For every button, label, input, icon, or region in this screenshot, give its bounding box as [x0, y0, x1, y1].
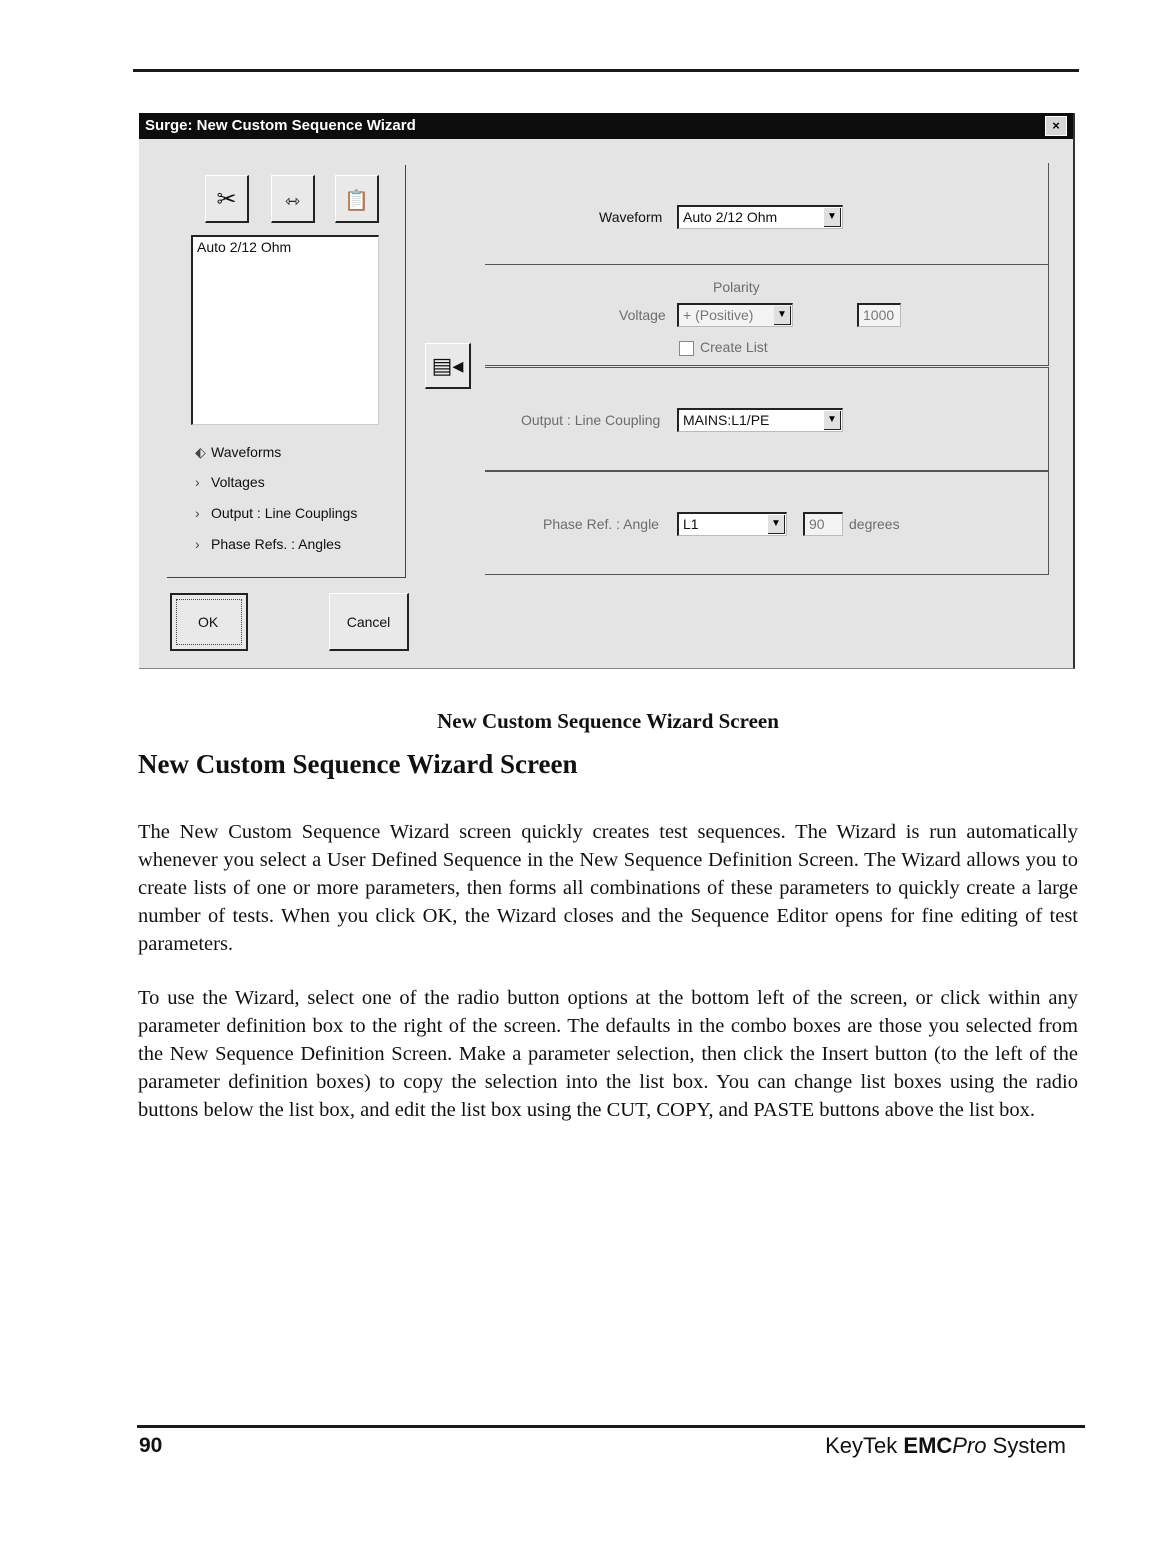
footer-product-bold: EMC	[903, 1433, 953, 1458]
waveform-value: Auto 2/12 Ohm	[683, 209, 778, 225]
radio-waveforms[interactable]	[195, 444, 281, 461]
checkbox-box	[679, 341, 694, 356]
cancel-button[interactable]: Cancel	[329, 593, 409, 651]
degrees-label: degrees	[849, 516, 900, 532]
footer-product-suffix: System	[986, 1433, 1066, 1458]
radio-selected-icon: ⬖	[195, 444, 206, 460]
chevron-down-icon: ▼	[824, 208, 841, 227]
dialog-title: Surge: New Custom Sequence Wizard	[145, 117, 416, 134]
copy-icon: ⇿	[284, 191, 301, 211]
radio-label: Phase Refs. : Angles	[211, 536, 341, 552]
cut-button[interactable]	[205, 175, 249, 223]
radio-output-line-couplings[interactable]	[195, 505, 357, 521]
insert-button[interactable]	[425, 343, 471, 389]
coupling-combo[interactable]	[677, 408, 843, 432]
waveform-label: Waveform	[599, 209, 663, 225]
paragraph-usage: To use the Wizard, select one of the radio button options at the bottom left of the screen, or click within any parameter definition box to the right of the screen. The defaults in the combo boxes are those you selected from the New Sequence Definition Screen. Make a parameter selection, then click the Insert button (to the left of the parameter definition boxes) to copy the selection into the list box. You can change list boxes using the radio buttons below the list box, and edit the list box using the CUT, COPY, and PASTE buttons above the list box.	[138, 987, 1078, 1121]
section-heading: New Custom Sequence Wizard Screen	[138, 749, 578, 779]
voltage-group[interactable]	[485, 264, 1049, 366]
radio-label: Waveforms	[211, 444, 282, 460]
footer-brand: KeyTek	[825, 1433, 904, 1458]
paragraph-intro: The New Custom Sequence Wizard screen quickly creates test sequences. The Wizard is run automatically whenever you select a User Defined Sequence in the New Sequence Definition Screen. The Wizard allows you to create lists of one or more parameters, then forms all combinations of these parameters to quickly create a large number of tests. When you click OK, the Wizard closes and the Sequence Editor opens for fine editing of test parameters.	[138, 821, 1078, 955]
footer-product-title	[825, 1433, 1066, 1459]
phase-label: Phase Ref. : Angle	[543, 516, 659, 532]
parameter-list-box[interactable]	[191, 235, 379, 425]
ok-button[interactable]: OK	[170, 593, 248, 651]
scissors-icon: ✂	[216, 187, 237, 213]
phase-ref-value: L1	[683, 516, 699, 532]
coupling-label: Output : Line Coupling	[521, 412, 661, 428]
waveform-combo[interactable]	[677, 205, 843, 229]
page-number: 90	[139, 1434, 163, 1457]
phase-ref-combo[interactable]	[677, 512, 787, 536]
polarity-label: Polarity	[713, 279, 760, 295]
close-button[interactable]	[1045, 116, 1067, 136]
phase-angle-value: 90	[809, 516, 825, 532]
chevron-down-icon: ▼	[768, 515, 785, 534]
close-icon: ×	[1052, 118, 1060, 133]
list-panel	[167, 165, 406, 578]
create-list-checkbox[interactable]	[679, 339, 768, 356]
waveform-group[interactable]	[485, 163, 1049, 265]
radio-icon: ›	[195, 474, 200, 490]
voltage-label: Voltage	[619, 307, 666, 323]
coupling-value: MAINS:L1/PE	[683, 412, 770, 428]
radio-voltages[interactable]	[195, 474, 265, 490]
figure-caption: New Custom Sequence Wizard Screen	[437, 709, 779, 733]
copy-button[interactable]	[271, 175, 315, 223]
radio-label: Voltages	[211, 474, 265, 490]
wizard-dialog	[139, 113, 1075, 669]
radio-label: Output : Line Couplings	[211, 505, 358, 521]
create-list-label: Create List	[700, 339, 768, 355]
insert-arrow-icon: ▤◂	[431, 353, 464, 378]
chevron-down-icon: ▼	[824, 411, 841, 430]
coupling-group[interactable]	[485, 367, 1049, 471]
polarity-value: + (Positive)	[683, 307, 754, 323]
phase-group[interactable]	[485, 471, 1049, 575]
voltage-amplitude-field[interactable]	[857, 303, 901, 327]
radio-icon: ›	[195, 536, 200, 552]
phase-angle-field[interactable]	[803, 512, 843, 536]
list-item[interactable]: Auto 2/12 Ohm	[197, 239, 292, 255]
top-rule	[133, 69, 1079, 72]
chevron-down-icon: ▼	[774, 306, 791, 325]
polarity-combo[interactable]	[677, 303, 793, 327]
bottom-rule	[137, 1425, 1085, 1428]
voltage-amplitude-value: 1000	[863, 307, 895, 323]
radio-icon: ›	[195, 505, 200, 521]
dialog-title-bar	[139, 113, 1073, 139]
footer-product-italic: Pro	[952, 1433, 987, 1458]
radio-phase-refs-angles[interactable]	[195, 536, 341, 552]
paste-icon: 📋	[344, 190, 369, 212]
paste-button[interactable]	[335, 175, 379, 223]
